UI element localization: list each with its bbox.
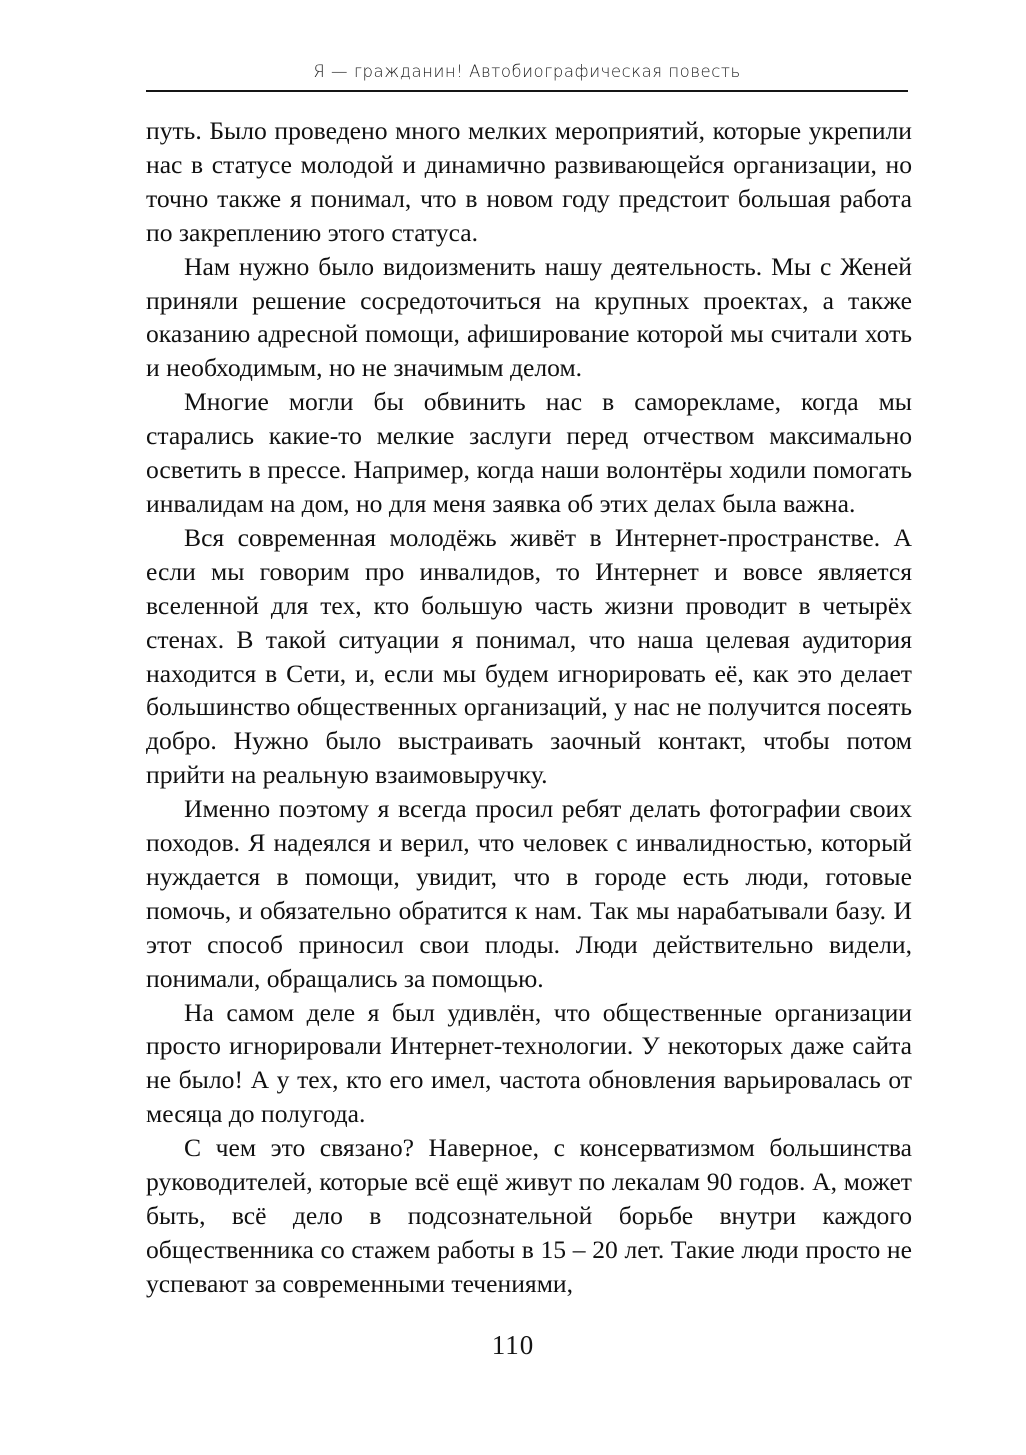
paragraph: Многие могли бы обвинить нас в саморекламе, когда мы старались какие-то мелкие заслуги перед отчеством максимально осветить в прессе. Например, когда наши волонтёры ходили помогать инвалидам на дом, но для меня заявка об этих делах была важна. [146, 387, 912, 518]
header-rule-divider [146, 90, 908, 92]
page-number: 110 [491, 1330, 535, 1360]
paragraph: Именно поэтому я всегда просил ребят делать фотографии своих походов. Я надеялся и верил, что человек с инвалидностью, который нуждается в помощи, увидит, что в городе есть люди, готовые помочь, и обязательно обратится к нам. Так мы нарабатывали базу. И этот способ приносил свои плоды. Люди действительно видели, понимали, обращались за помощью. [146, 794, 912, 993]
body-text-block [146, 114, 912, 1301]
paragraph: путь. Было проведено много мелких мероприятий, которые укрепили нас в статусе молодой и динамично развивающейся организации, но точно также я понимал, что в новом году предстоит большая работа по закреплению этого статуса. [146, 116, 912, 247]
paragraph: Вся современная молодёжь живёт в Интернет-пространстве. А если мы говорим про инвалидов, то Интернет и вовсе является вселенной для тех, кто большую часть жизни проводит в четырёх стенах. В такой ситуации я понимал, что наша целевая аудитория находится в Сети, и, если мы будем игнорировать её, как это делает большинство общественных организаций, у нас не получится посеять добро. Нужно было выстраивать заочный контакт, чтобы потом прийти на реальную взаимовыручку. [146, 522, 912, 790]
paragraph: На самом деле я был удивлён, что общественные организации просто игнорировали Интернет-технологии. У некоторых даже сайта не было! А у тех, кто его имел, частота обновления варьировалась от месяца до полугода. [146, 997, 912, 1129]
paragraph: С чем это связано? Наверное, с консерватизмом большинства руководителей, которые всё ещё живут по лекалам 90 годов. А, может быть, всё дело в подсознательной борьбе внутри каждого общественника со стажем работы в 15 – 20 лет. Такие люди просто не успевают за современными течениями, [146, 1133, 912, 1298]
paragraph: Нам нужно было видоизменить нашу деятельность. Мы с Женей приняли решение сосредоточиться на крупных проектах, а также оказанию адресной помощи, афиширование которой мы считали хоть и необходимым, но не значимым делом. [146, 251, 912, 383]
running-head: Я — гражданин! Автобиографическая повесть [313, 62, 741, 81]
